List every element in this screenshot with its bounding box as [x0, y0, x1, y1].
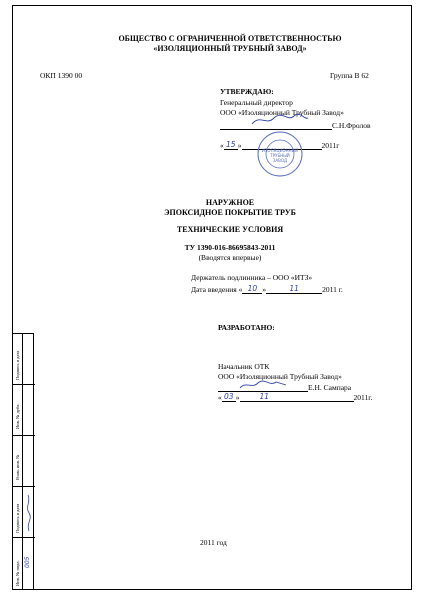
approval-position: Генеральный директор — [220, 98, 293, 107]
okp-code: ОКП 1390 00 — [40, 71, 83, 80]
margin-label-3: Взам. инв. № — [15, 454, 20, 480]
svg-text:ЗАВОД: ЗАВОД — [272, 158, 288, 163]
developed-date-day: 03 — [222, 392, 236, 402]
margin-label-5: Инв. № подл. — [15, 560, 20, 586]
developed-date-close: » — [235, 393, 240, 402]
developed-date-month: 11 — [240, 392, 354, 402]
approval-signature — [250, 112, 310, 128]
margin-stamp-cell-3 — [13, 436, 35, 487]
approval-title: УТВЕРЖДАЮ: — [220, 87, 274, 96]
doc-subtitle: ТЕХНИЧЕСКИЕ УСЛОВИЯ — [176, 225, 284, 234]
footer-year: 2011 год — [200, 538, 227, 547]
doc-title-line1: НАРУЖНОЕ — [205, 198, 255, 207]
margin-label-4: Подпись и дата — [15, 503, 20, 533]
margin-stamp-cell-5 — [13, 538, 35, 591]
intro-date-day: 10 — [242, 284, 262, 294]
intro-date — [191, 284, 343, 294]
approval-org: ООО «Изоляционный Трубный Завод» — [220, 108, 344, 117]
svg-text:ТРУБНЫЙ: ТРУБНЫЙ — [270, 153, 290, 158]
developed-title: РАЗРАБОТАНО: — [218, 323, 275, 332]
margin-inv-number: 005 — [24, 556, 31, 568]
intro-date-label: Дата введения — [191, 285, 237, 294]
margin-stamp-cell-2 — [13, 385, 35, 436]
margin-stamp — [12, 333, 34, 590]
margin-label-1: Подпись и дата — [15, 350, 20, 380]
org-name-line2: «ИЗОЛЯЦИОННЫЙ ТРУБНЫЙ ЗАВОД» — [153, 44, 307, 53]
approval-date-year: 2011г — [321, 141, 340, 150]
approval-date-open: « — [220, 141, 224, 150]
intro-date-close: » — [262, 285, 267, 294]
org-name-line1: ОБЩЕСТВО С ОГРАНИЧЕННОЙ ОТВЕТСТВЕННОСТЬЮ — [118, 34, 342, 43]
group-code: Группа В 62 — [330, 71, 369, 80]
margin-label-2: Инв. № дубл. — [15, 403, 20, 429]
developed-name: Е.Н. Сампара — [308, 383, 352, 392]
holder-line: Держатель подлинника – ООО «ИТЗ» — [191, 273, 313, 282]
developed-date-year: 2011г. — [353, 393, 373, 402]
approval-name: С.Н.Фролов — [332, 121, 371, 130]
approval-date-close: » — [237, 141, 242, 150]
doc-code: ТУ 1390-016-86695843-2011 — [184, 243, 276, 252]
margin-stamp-cell-1 — [13, 334, 35, 385]
intro-date-open: « — [238, 285, 243, 294]
margin-signature — [23, 493, 34, 533]
doc-note: (Вводятся впервые) — [198, 253, 262, 262]
developed-date — [218, 392, 372, 402]
developed-signature — [238, 378, 288, 392]
developed-position: Начальник ОТК — [218, 362, 270, 371]
intro-date-year: 2011 г. — [322, 285, 343, 294]
doc-title-line2: ЭПОКСИДНОЕ ПОКРЫТИЕ ТРУБ — [164, 208, 296, 217]
intro-date-month: 11 — [266, 284, 322, 294]
svg-text:ИЗОЛЯЦИОННЫЙ: ИЗОЛЯЦИОННЫЙ — [261, 148, 299, 153]
page-frame — [12, 5, 412, 590]
approval-date-day: 15 — [224, 140, 238, 150]
developed-org: ООО «Изоляционный Трубный Завод» — [218, 372, 342, 381]
developed-date-open: « — [218, 393, 222, 402]
company-seal — [256, 130, 304, 178]
margin-stamp-cell-4 — [13, 487, 35, 538]
